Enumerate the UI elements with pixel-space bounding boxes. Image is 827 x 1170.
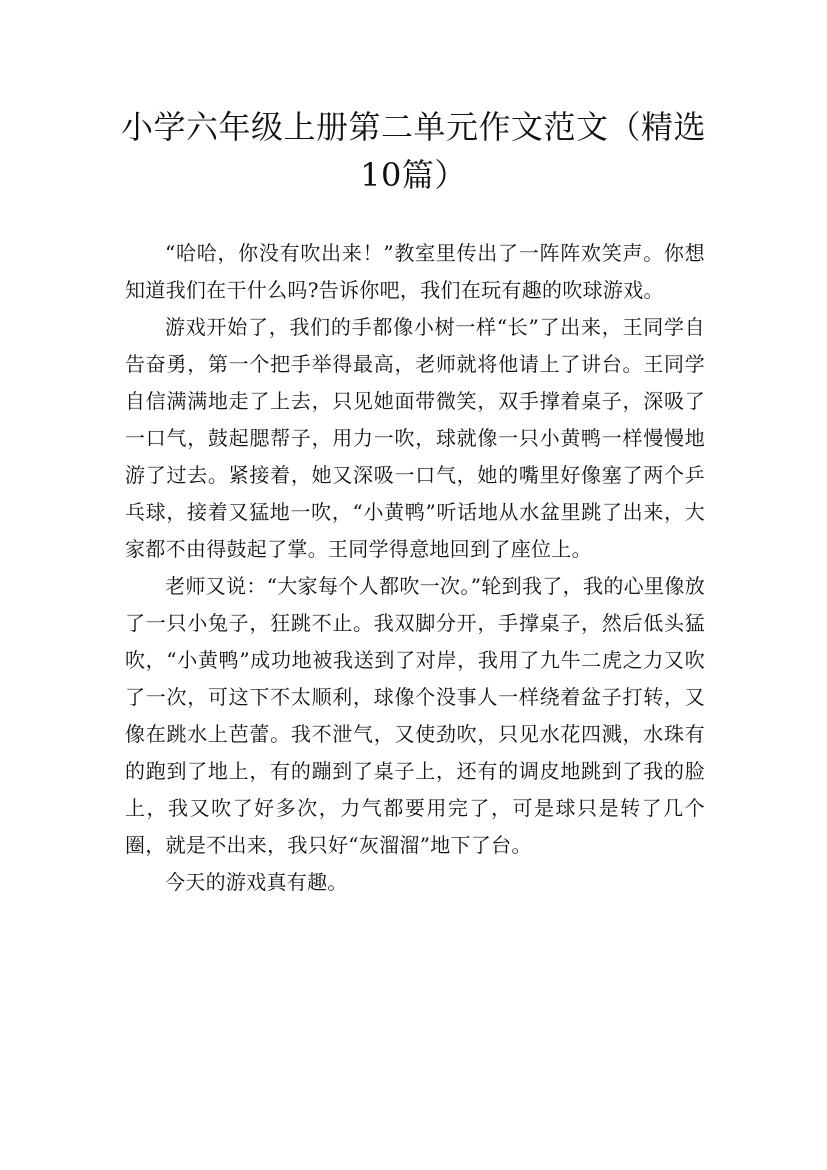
essay-body	[125, 235, 705, 901]
document-title: 小学六年级上册第二单元作文范文（精选10篇）	[120, 108, 706, 194]
paragraph-3: 老师又说：“大家每个人都吹一次。”轮到我了，我的心里像放了一只小兔子，狂跳不止。我双脚分开，手撑桌子，然后低头猛吹，“小黄鸭”成功地被我送到了对岸，我用了九牛二虎之力又吹了一次，可这下不太顺利，球像个没事人一样绕着盆子打转，又像在跳水上芭蕾。我不泄气，又使劲吹，只见水花四溅，水珠有的跑到了地上，有的蹦到了桌子上，还有的调皮地跳到了我的脸上，我又吹了好多次，力气都要用完了，可是球只是转了几个圈，就是不出来，我只好“灰溜溜”地下了台。	[125, 574, 705, 857]
paragraph-1: “哈哈，你没有吹出来！”教室里传出了一阵阵欢笑声。你想知道我们在干什么吗?告诉你吧，我们在玩有趣的吹球游戏。	[125, 241, 705, 302]
paragraph-4: 今天的游戏真有趣。	[165, 870, 348, 894]
paragraph-2: 游戏开始了，我们的手都像小树一样“长”了出来，王同学自告奋勇，第一个把手举得最高，老师就将他请上了讲台。王同学自信满满地走了上去，只见她面带微笑，双手撑着桌子，深吸了一口气，鼓起腮帮子，用力一吹，球就像一只小黄鸭一样慢慢地游了过去。紧接着，她又深吸一口气，她的嘴里好像塞了两个乒乓球，接着又猛地一吹，“小黄鸭”听话地从水盆里跳了出来，大家都不由得鼓起了掌。王同学得意地回到了座位上。	[125, 315, 705, 561]
